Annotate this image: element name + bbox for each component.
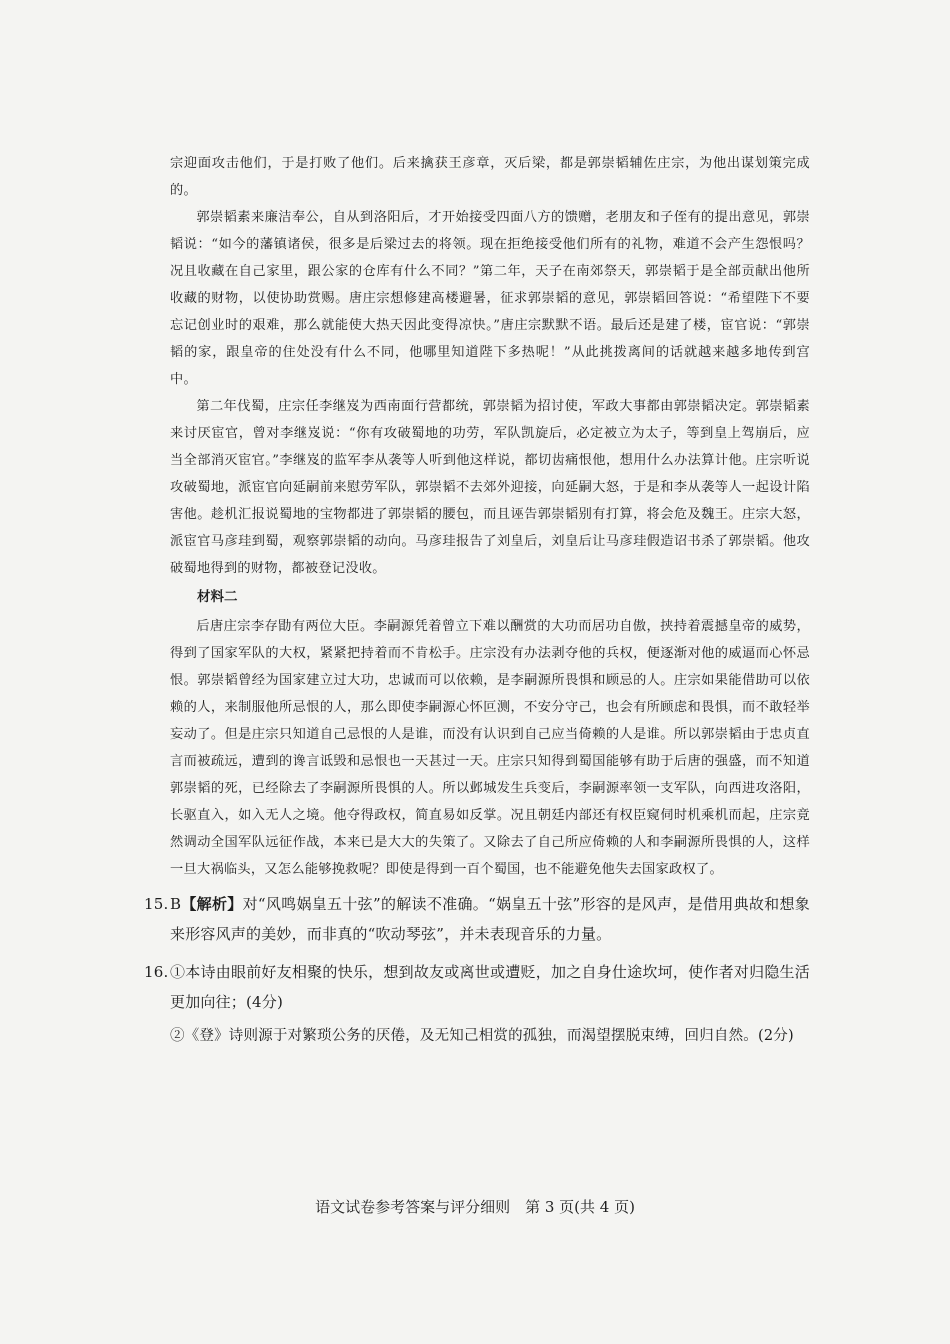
question-16-part-1: ①本诗由眼前好友相聚的快乐，想到故友或离世或遭贬，加之自身仕途坎坷，使作者对归隐生活更加向往；(4分)	[170, 963, 810, 1011]
question-15-choice: B	[170, 895, 182, 913]
material-one-paragraph-3: 第二年伐蜀，庄宗任李继岌为西南面行营都统，郭崇韬为招讨使，军政大事都由郭崇韬决定。郭崇韬素来讨厌宦官，曾对李继岌说：“你有攻破蜀地的功劳，军队凯旋后，必定被立为太子，等到皇上驾崩后，应当全部消灭宦官。”李继岌的监军李从袭等人听到他这样说，都切齿痛恨他，想用什么办法算计他。庄宗听说攻破蜀地，派宦官向延嗣前来慰劳军队，郭崇韬不去郊外迎接，向延嗣大怒，于是和李从袭等人一起设计陷害他。趁机汇报说蜀地的宝物都进了郭崇韬的腰包，而且诬告郭崇韬别有打算，将会危及魏王。庄宗大怒，派宦官马彦珪到蜀，观察郭崇韬的动向。马彦珪报告了刘皇后，刘皇后让马彦珪假造诏书杀了郭崇韬。他攻破蜀地得到的财物，都被登记没收。	[170, 399, 810, 576]
question-15-analysis-text: 对“风鸣娲皇五十弦”的解读不准确。“娲皇五十弦”形容的是风声，是借用典故和想象来形容风声的美妙，而非真的“吹动琴弦”，并未表现音乐的力量。	[170, 895, 810, 943]
material-two-heading: 材料二	[197, 589, 238, 605]
question-16-answer	[144, 957, 810, 1051]
material-one-paragraph-1: 宗迎面攻击他们，于是打败了他们。后来擒获王彦章，灭后梁，都是郭崇韬辅佐庄宗，为他出谋划策完成的。	[170, 156, 810, 198]
page-footer: 语文试卷参考答案与评分细则 第 3 页(共 4 页)	[315, 1198, 635, 1216]
page-content	[144, 150, 810, 1051]
question-15-answer	[144, 889, 810, 949]
question-15-analysis-tag: 【解析】	[181, 895, 243, 913]
material-two-paragraph: 后唐庄宗李存勖有两位大臣。李嗣源凭着曾立下难以酬赏的大功而居功自傲，挟持着震撼皇帝的威势，得到了国家军队的大权，紧紧把持着而不肯松手。庄宗没有办法剥夺他的兵权，便逐渐对他的威逼而心怀忌恨。郭崇韬曾经为国家建立过大功，忠诚而可以依赖，是李嗣源所畏惧和顾忌的人。庄宗如果能借助可以依赖的人，来制服他所忌恨的人，那么即使李嗣源心怀叵测，不安分守己，也会有所顾虑和畏惧，而不敢轻举妄动了。但是庄宗只知道自己忌恨的人是谁，而没有认识到自己应当倚赖的人是谁。所以郭崇韬由于忠贞直言而被疏远，遭到的谗言诋毁和忌恨也一天甚过一天。庄宗只知得到蜀国能够有助于后唐的强盛，而不知道郭崇韬的死，已经除去了李嗣源所畏惧的人。所以邺城发生兵变后，李嗣源率领一支军队，向西进攻洛阳，长驱直入，如入无人之境。他夺得政权，简直易如反掌。况且朝廷内部还有权臣窥伺时机乘机而起，庄宗竟然调动全国军队远征作战，本来已是大大的失策了。又除去了自己所应倚赖的人和李嗣源所畏惧的人，这样一旦大祸临头，又怎么能够挽救呢？即使是得到一百个蜀国，也不能避免他失去国家政权了。	[170, 619, 810, 877]
question-15-number: 15.	[144, 895, 169, 913]
question-16-part-2: ②《登》诗则源于对繁琐公务的厌倦，及无知己相赏的孤独，而渴望摆脱束缚，回归自然。(2分)	[170, 1028, 794, 1044]
material-one-paragraph-2: 郭崇韬素来廉洁奉公，自从到洛阳后，才开始接受四面八方的馈赠，老朋友和子侄有的提出意见，郭崇韬说：“如今的藩镇诸侯，很多是后梁过去的将领。现在拒绝接受他们所有的礼物，难道不会产生怨恨吗？况且收藏在自己家里，跟公家的仓库有什么不同？”第二年，天子在南郊祭天，郭崇韬于是全部贡献出他所收藏的财物，以使协助赏赐。唐庄宗想修建高楼避暑，征求郭崇韬的意见，郭崇韬回答说：“希望陛下不要忘记创业时的艰难，那么就能使大热天因此变得凉快。”唐庄宗默默不语。最后还是建了楼，宦官说：“郭崇韬的家，跟皇帝的住处没有什么不同，他哪里知道陛下多热呢！”从此挑拨离间的话就越来越多地传到宫中。	[170, 210, 810, 387]
question-16-number: 16.	[144, 963, 169, 981]
